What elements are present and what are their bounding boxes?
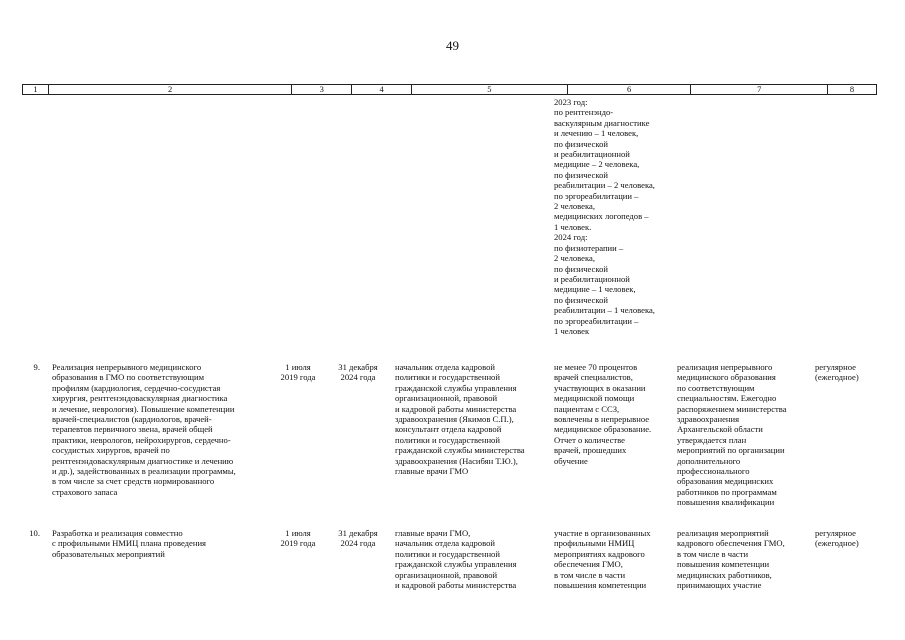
activity-title: Реализация непрерывного медицинского образования в ГМО по соответствующим профилям (кардиология, сердечно-сосудистая хирургия, рентгенэндоваскулярная диагностика и лечение, неврология). Повышение компетенции врачей-специалистов (кардиологов, врачей- терапевтов первичного звена, врачей общей практики, неврологов, нейрохирургов, сердечно- сосудистых хирургов, врачей по рентгенэндоваскулярным диагностике и лечению и др.), задействованных в реализации программы, в том числе за счет средств нормированного страхового запаса: [52, 362, 236, 497]
column-header-5: 5: [412, 85, 568, 94]
row-number: 10.: [29, 528, 40, 538]
expected-result: реализация мероприятий кадрового обеспечения ГМО, в том числе в части повышения компетенции медицинских работников, принимающих участие: [677, 528, 785, 591]
end-date: 31 декабря 2024 года: [338, 362, 378, 383]
target-indicator: участие в организованных профильными НМИЦ мероприятиях кадрового обеспечения ГМО, в том числе в части повышения компетенции: [554, 528, 651, 591]
start-date: 1 июля 2019 года: [280, 528, 316, 549]
column-header-8: 8: [849, 84, 855, 94]
row-number: 9.: [33, 362, 40, 372]
start-date: 1 июля 2019 года: [280, 362, 316, 383]
table-column-header: [22, 84, 877, 95]
frequency: регулярное (ежегодное): [815, 362, 859, 383]
page-number: 49: [446, 38, 459, 53]
column-header-1: 1: [23, 85, 49, 94]
responsible-persons: главные врачи ГМО, начальник отдела кадровой политики и государственной гражданской службы управления организационной, правовой и кадровой работы министерства: [395, 528, 517, 591]
column-header-6: 6: [568, 85, 692, 94]
target-indicator: не менее 70 процентов врачей специалистов, участвующих в оказании медицинской помощи пациентам с ССЗ, вовлечены в непрерывное медицинское образование. Отчет о количестве врачей, прошедших обучение: [554, 362, 652, 466]
frequency: регулярное (ежегодное): [815, 528, 859, 549]
activity-title: Разработка и реализация совместно с профильными НМИЦ плана проведения образовательных мероприятий: [52, 528, 206, 559]
column-header-2: 2: [49, 85, 292, 94]
column-header-7: 7: [691, 85, 828, 94]
column-header-3: 3: [292, 85, 352, 94]
expected-result: реализация непрерывного медицинского образования по соответствующим специальностям. Ежегодно распоряжением министерства здравоохранения Архангельской области утверждается план мероприятий по организации дополнительного профессионального образования медицинских работников по программам повышения квалификации: [677, 362, 787, 508]
end-date: 31 декабря 2024 года: [338, 528, 378, 549]
responsible-persons: начальник отдела кадровой политики и государственной гражданской службы управления организационной, правовой и кадровой работы министерства здравоохранения (Якимов С.П.), консультант отдела кадровой политики и государственной гражданской службы министерства здравоохранения (Насибян Т.Ю.), главные врачи ГМО: [395, 362, 525, 477]
column-header-4: 4: [352, 85, 412, 94]
continuation-indicator-text: 2023 год: по рентгенэндо- васкулярным диагностике и лечению – 1 человек, по физической и реабилитационной медицине – 2 человека, по физической реабилитации – 2 человека, по эргореабилитации – 2 человека, медицинских логопедов – 1 человек. 2024 год: по физиотерапии – 2 человека, по физической и реабилитационной медицине – 1 человек, по физической реабилитации – 1 человека, по эргореабилитации – 1 человек: [554, 97, 655, 336]
